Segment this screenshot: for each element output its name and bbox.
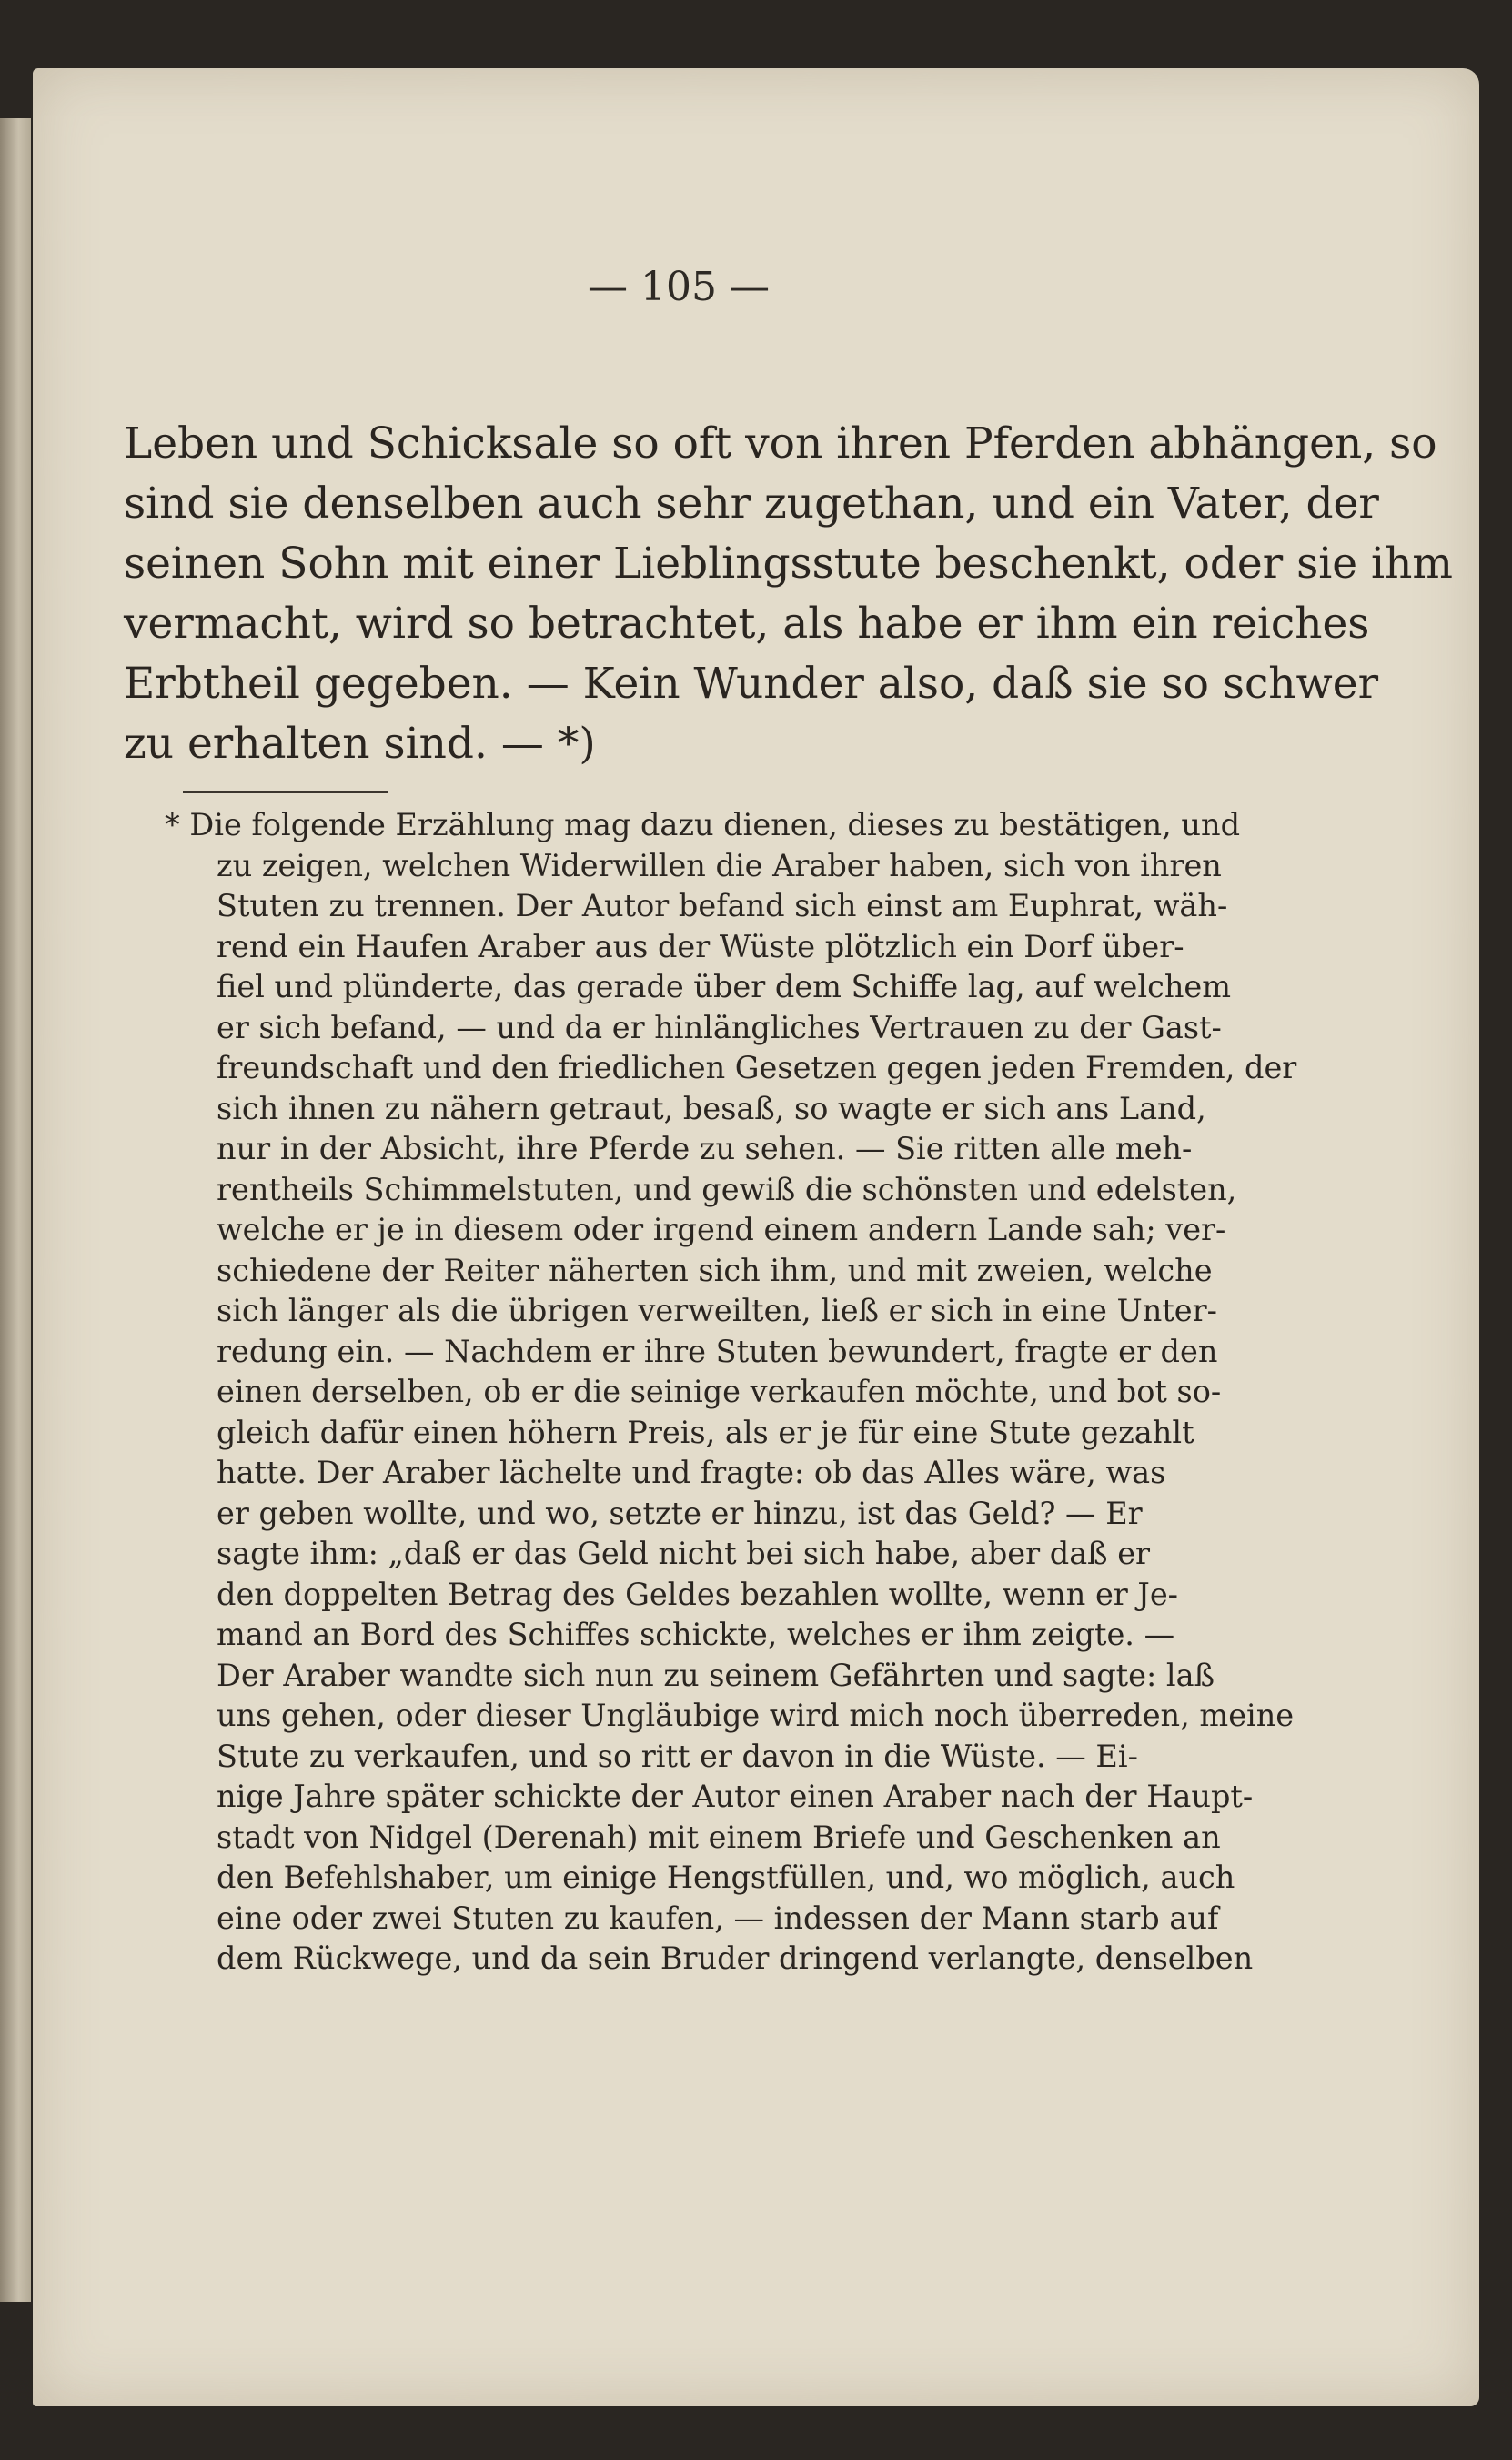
footnote-line: Der Araber wandte sich nun zu seinem Gefährten und sagte: laß	[217, 1657, 1215, 1693]
footnote-line: er sich befand, — und da er hinlängliches Vertrauen zu der Gast-	[217, 1009, 1222, 1045]
footnote-line: redung ein. — Nachdem er ihre Stuten bewundert, fragte er den	[217, 1333, 1218, 1369]
main-text	[124, 414, 1453, 774]
footnote-line: dem Rückwege, und da sein Bruder dringend verlangte, denselben	[217, 1941, 1254, 1976]
footnote-line: sich länger als die übrigen verweilten, ließ er sich in eine Unter-	[217, 1293, 1217, 1328]
footnote-line: Stute zu verkaufen, und so ritt er davon in die Wüste. — Ei-	[217, 1738, 1138, 1774]
main-text-line: vermacht, wird so betrachtet, als habe er ihm ein reiches	[124, 599, 1370, 649]
footnote-line: den doppelten Betrag des Geldes bezahlen wollte, wenn er Je-	[217, 1576, 1179, 1612]
footnote-line: eine oder zwei Stuten zu kaufen, — indessen der Mann starb auf	[217, 1900, 1219, 1936]
footnote-line: hatte. Der Araber lächelte und fragte: ob das Alles wäre, was	[217, 1455, 1166, 1490]
footnote-line: * Die folgende Erzählung mag dazu dienen, dieses zu bestätigen, und	[165, 807, 1241, 842]
footnote-line: den Befehlshaber, um einige Hengstfüllen, und, wo möglich, auch	[217, 1860, 1235, 1895]
footnote	[165, 805, 1297, 1980]
footnote-line: rend ein Haufen Araber aus der Wüste plötzlich ein Dorf über-	[217, 928, 1184, 964]
main-text-line: zu erhalten sind. — *)	[124, 719, 596, 769]
footnote-line: rentheils Schimmelstuten, und gewiß die schönsten und edelsten,	[217, 1171, 1237, 1207]
footnote-line: einen derselben, ob er die seinige verkaufen möchte, und bot so-	[217, 1374, 1222, 1409]
footnote-line: nige Jahre später schickte der Autor einen Araber nach der Haupt-	[217, 1779, 1254, 1814]
main-text-line: Leben und Schicksale so oft von ihren Pferden abhängen, so	[124, 418, 1437, 469]
footnote-line: sich ihnen zu nähern getraut, besaß, so wagte er sich ans Land,	[217, 1090, 1206, 1126]
footnote-divider	[183, 791, 388, 793]
main-text-line: seinen Sohn mit einer Lieblingsstute beschenkt, oder sie ihm	[124, 539, 1453, 589]
main-text-line: sind sie denselben auch sehr zugethan, und ein Vater, der	[124, 479, 1379, 529]
footnote-line: schiedene der Reiter näherten sich ihm, und mit zweien, welche	[217, 1252, 1213, 1288]
footnote-line: welche er je in diesem oder irgend einem andern Lande sah; ver-	[217, 1212, 1226, 1247]
footnote-line: zu zeigen, welchen Widerwillen die Araber haben, sich von ihren	[217, 847, 1222, 883]
footnote-line: mand an Bord des Schiffes schickte, welches er ihm zeigte. —	[217, 1617, 1175, 1652]
page-number: — 105 —	[588, 264, 770, 310]
footnote-line: nur in der Absicht, ihre Pferde zu sehen. — Sie ritten alle meh-	[217, 1131, 1193, 1166]
book-page	[33, 68, 1479, 2406]
footnote-line: uns gehen, oder dieser Ungläubige wird mich noch überreden, meine	[217, 1698, 1295, 1733]
left-page-edge	[0, 118, 31, 2302]
footnote-line: er geben wollte, und wo, setzte er hinzu, ist das Geld? — Er	[217, 1495, 1143, 1531]
footnote-line: gleich dafür einen höhern Preis, als er je für eine Stute gezahlt	[217, 1414, 1194, 1450]
footnote-line: Stuten zu trennen. Der Autor befand sich einst am Euphrat, wäh-	[217, 888, 1228, 923]
footnote-line: sagte ihm: „daß er das Geld nicht bei sich habe, aber daß er	[217, 1536, 1151, 1571]
footnote-line: stadt von Nidgel (Derenah) mit einem Briefe und Geschenken an	[217, 1819, 1221, 1855]
footnote-line: freundschaft und den friedlichen Gesetzen gegen jeden Fremden, der	[217, 1050, 1297, 1085]
footnote-line: fiel und plünderte, das gerade über dem Schiffe lag, auf welchem	[217, 969, 1232, 1004]
main-text-line: Erbtheil gegeben. — Kein Wunder also, daß sie so schwer	[124, 659, 1379, 709]
